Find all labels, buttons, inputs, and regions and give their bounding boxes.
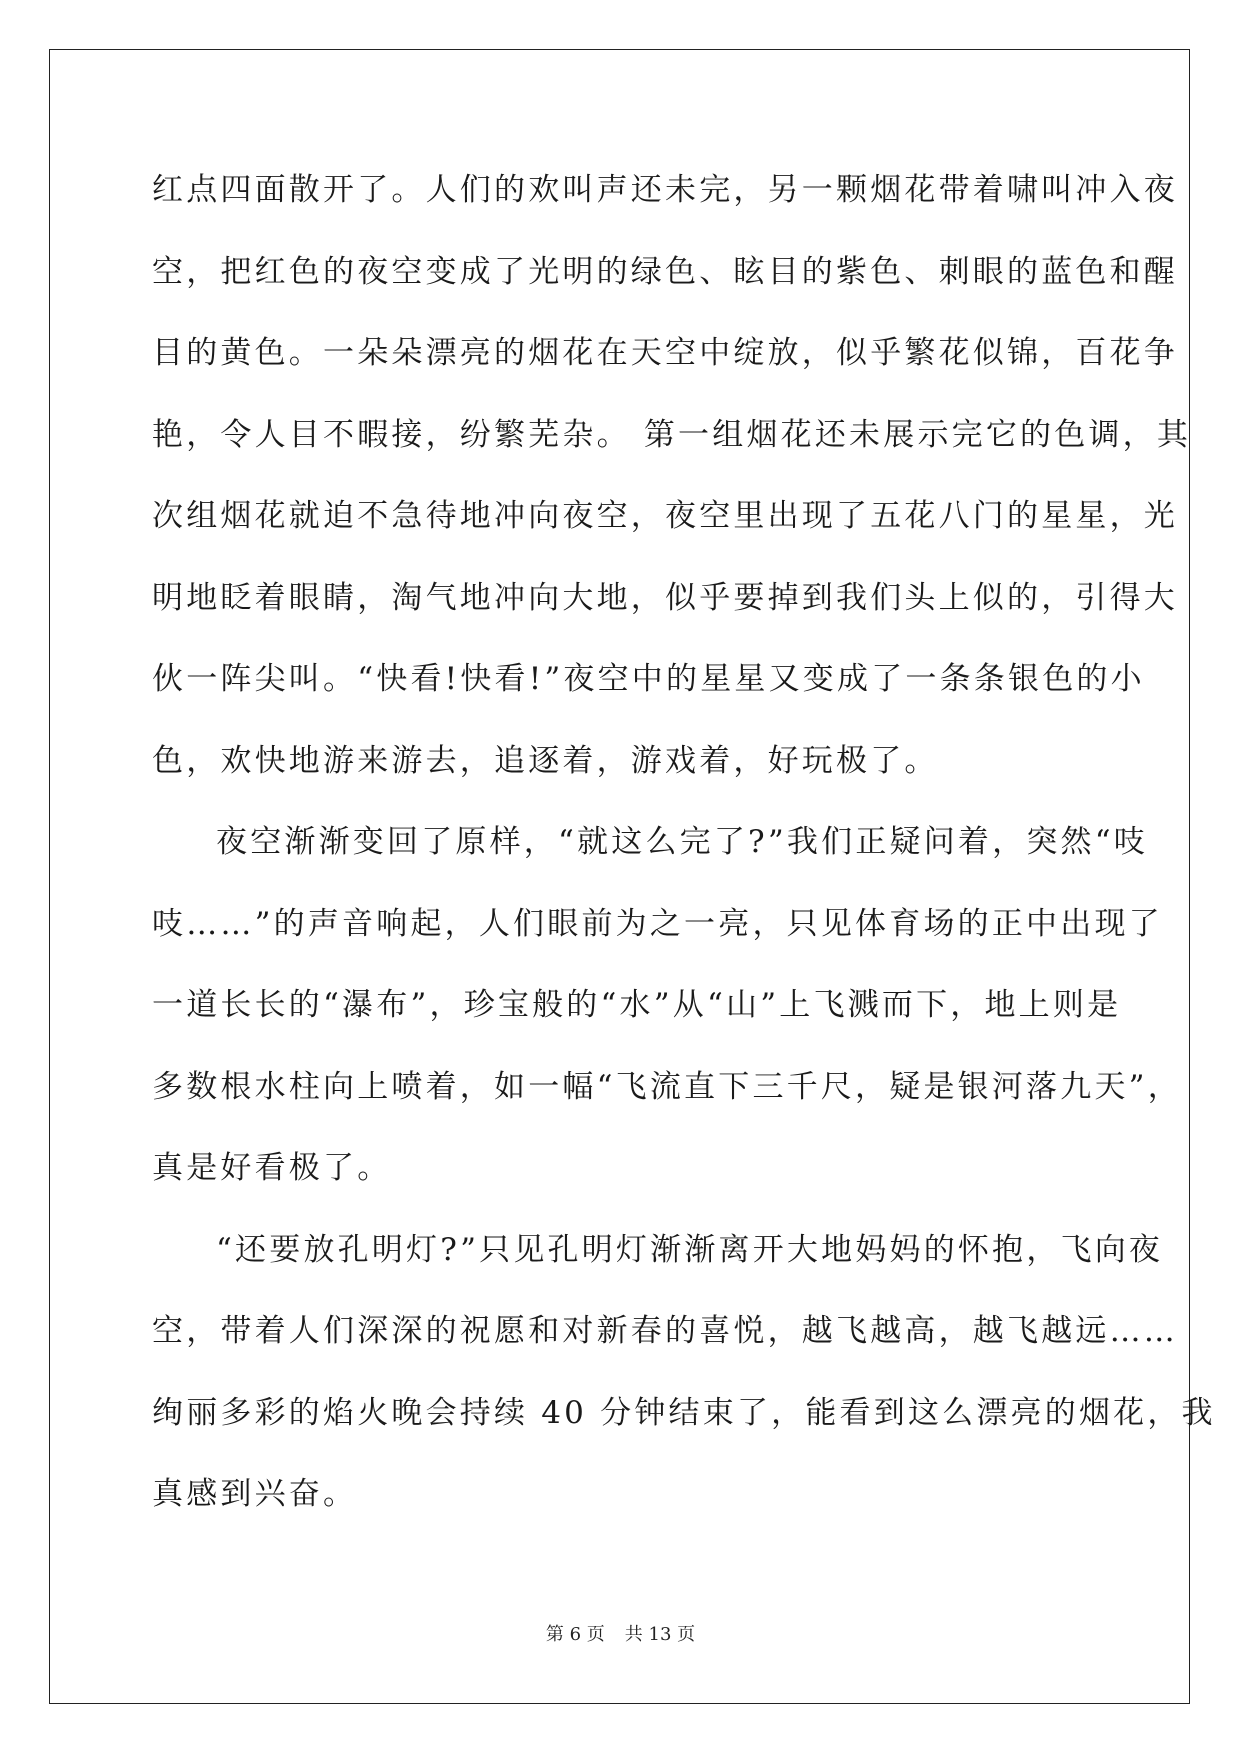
text-line: 目的黄色。一朵朵漂亮的烟花在天空中绽放，似乎繁花似锦，百花争 bbox=[152, 335, 1178, 371]
text-line: 一道长长的“瀑布”，珍宝般的“水”从“山”上飞溅而下，地上则是 bbox=[152, 987, 1122, 1023]
text-line: 真是好看极了。 bbox=[152, 1150, 392, 1186]
text-line: 艳，令人目不暇接，纷繁芜杂。 第一组烟花还未展示完它的色调，其 bbox=[152, 416, 1192, 453]
document-body bbox=[152, 150, 1216, 1536]
text-line: 空，把红色的夜空变成了光明的绿色、眩目的紫色、刺眼的蓝色和醒 bbox=[152, 253, 1178, 290]
text-line: 多数根水柱向上喷着，如一幅“飞流直下三千尺，疑是银河落九天”， bbox=[152, 1068, 1182, 1105]
text-line: 空，带着人们深深的祝愿和对新春的喜悦，越飞越高，越飞越远…… bbox=[152, 1313, 1178, 1349]
text-line: 吱……”的声音响起，人们眼前为之一亮，只见体育场的正中出现了 bbox=[152, 905, 1163, 942]
page-number: 第 6 页 bbox=[545, 1624, 605, 1645]
text-line: 真感到兴奋。 bbox=[152, 1476, 358, 1512]
text-line: 伙一阵尖叫。“快看!快看!”夜空中的星星又变成了一条条银色的小 bbox=[152, 661, 1145, 697]
page-footer bbox=[0, 1620, 1241, 1646]
text-line: 绚丽多彩的焰火晚会持续 40 分钟结束了，能看到这么漂亮的烟花，我 bbox=[152, 1394, 1216, 1431]
text-line: 次组烟花就迫不急待地冲向夜空，夜空里出现了五花八门的星星，光 bbox=[152, 498, 1178, 534]
text-line: 色，欢快地游来游去，追逐着，游戏着，好玩极了。 bbox=[152, 742, 939, 779]
text-line: 明地眨着眼睛，淘气地冲向大地，似乎要掉到我们头上似的，引得大 bbox=[152, 579, 1178, 616]
text-line: “还要放孔明灯?”只见孔明灯渐渐离开大地妈妈的怀抱，飞向夜 bbox=[216, 1231, 1164, 1268]
text-line: 夜空渐渐变回了原样，“就这么完了?”我们正疑问着，突然“吱 bbox=[216, 824, 1148, 860]
page-total: 共 13 页 bbox=[624, 1624, 696, 1645]
text-line: 红点四面散开了。人们的欢叫声还未完，另一颗烟花带着啸叫冲入夜 bbox=[152, 172, 1178, 208]
